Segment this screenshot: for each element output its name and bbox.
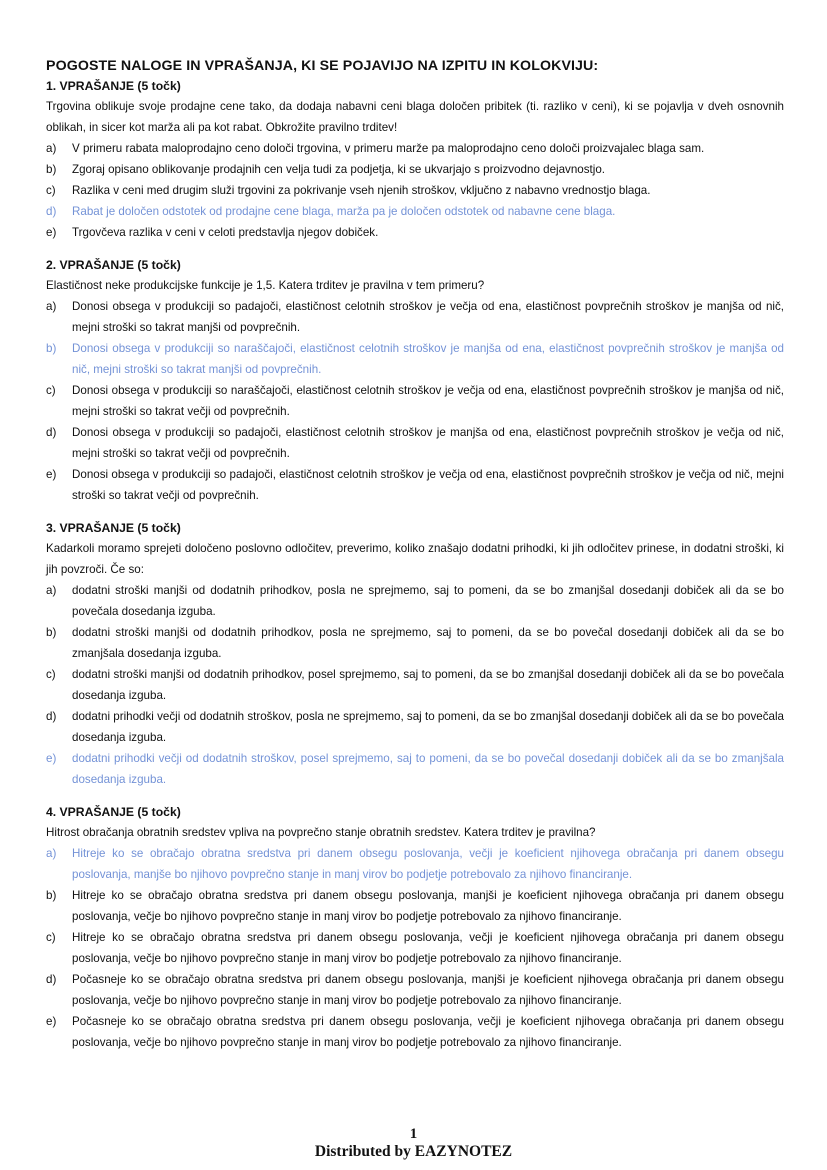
option-text: Donosi obsega v produkciji so naraščajoči, elastičnost celotnih stroškov je manjša od ena, elastičnost povprečnih stroškov je manjša od nič, mejni stroški so takrat manjši od povprečnih. bbox=[72, 342, 784, 376]
option-text: Zgoraj opisano oblikovanje prodajnih cen velja tudi za podjetja, ki se ukvarjajo s proizvodno dejavnostjo. bbox=[72, 163, 605, 176]
option-text: dodatni stroški manjši od dodatnih prihodkov, posla ne sprejmemo, saj to pomeni, da se bo povečal dosedanji dobiček ali da se bo zmanjšala dosedanja izguba. bbox=[72, 626, 784, 660]
question-heading: 2. VPRAŠANJE (5 točk) bbox=[46, 258, 181, 272]
option-letter: e) bbox=[46, 752, 57, 765]
option-d bbox=[46, 969, 784, 1011]
option-a bbox=[46, 580, 784, 622]
option-a bbox=[46, 138, 784, 159]
option-letter: b) bbox=[46, 342, 57, 355]
option-b-highlighted bbox=[46, 338, 784, 380]
option-letter: d) bbox=[46, 426, 57, 439]
option-c bbox=[46, 664, 784, 706]
option-letter: d) bbox=[46, 973, 57, 986]
option-letter: e) bbox=[46, 468, 57, 481]
option-text: Donosi obsega v produkciji so naraščajoči, elastičnost celotnih stroškov je večja od ena, elastičnost povprečnih stroškov je manjša od nič, mejni stroški so takrat večji od povprečnih. bbox=[72, 384, 784, 418]
question-heading: 1. VPRAŠANJE (5 točk) bbox=[46, 79, 181, 93]
option-text: Hitreje ko se obračajo obratna sredstva pri danem obsegu poslovanja, manjši je koeficient njihovega obračanja pri danem obsegu poslovanja, večje bo njihovo povprečno stanje in manj virov bo podjetje potrebovalo za njihovo financiranje. bbox=[72, 889, 784, 923]
option-text: dodatni stroški manjši od dodatnih prihodkov, posla ne sprejmemo, saj to pomeni, da se bo zmanjšal dosedanji dobiček ali da se bo povečala dosedanja izguba. bbox=[72, 584, 784, 618]
option-letter: d) bbox=[46, 205, 57, 218]
option-letter: a) bbox=[46, 584, 57, 597]
option-text: Počasneje ko se obračajo obratna sredstva pri danem obsegu poslovanja, večji je koeficient njihovega obračanja pri danem obsegu poslovanja, večje bo njihovo povprečno stanje in manj virov bo podjetje potrebovalo za njihovo financiranje. bbox=[72, 1015, 784, 1049]
question-1 bbox=[46, 77, 784, 243]
option-d bbox=[46, 706, 784, 748]
option-text: Donosi obsega v produkciji so padajoči, elastičnost celotnih stroškov je manjša od ena, elastičnost povprečnih stroškov je večja od nič, mejni stroški so takrat večji od povprečnih. bbox=[72, 426, 784, 460]
option-b bbox=[46, 622, 784, 664]
option-e bbox=[46, 1011, 784, 1053]
option-text: dodatni stroški manjši od dodatnih prihodkov, posel sprejmemo, saj to pomeni, da se bo zmanjšal dosedanji dobiček ali da se bo povečala dosedanja izguba. bbox=[72, 668, 784, 702]
distributed-by-text: Distributed by EAZYNOTEZ bbox=[314, 1143, 513, 1160]
option-text: dodatni prihodki večji od dodatnih stroškov, posel sprejmemo, saj to pomeni, da se bo povečal dosedanji dobiček ali da se bo zmanjšala dosedanja izguba. bbox=[72, 752, 784, 786]
option-letter: c) bbox=[46, 184, 56, 197]
option-text: V primeru rabata maloprodajno ceno določi trgovina, v primeru marže pa maloprodajno ceno določi proizvajalec blaga sam. bbox=[72, 142, 705, 155]
option-c bbox=[46, 927, 784, 969]
option-e bbox=[46, 222, 784, 243]
document-page bbox=[46, 58, 784, 1066]
question-4 bbox=[46, 803, 784, 1053]
option-e-highlighted bbox=[46, 748, 784, 790]
question-text: Elastičnost neke produkcijske funkcije je 1,5. Katera trditev je pravilna v tem primeru? bbox=[46, 279, 485, 292]
option-b bbox=[46, 885, 784, 927]
option-letter: d) bbox=[46, 710, 57, 723]
option-letter: a) bbox=[46, 300, 57, 313]
option-text: Razlika v ceni med drugim služi trgovini za pokrivanje vseh njenih stroškov, vključno z nabavno vrednostjo blaga. bbox=[72, 184, 651, 197]
question-heading: 4. VPRAŠANJE (5 točk) bbox=[46, 805, 181, 819]
option-letter: c) bbox=[46, 931, 56, 944]
question-text: Kadarkoli moramo sprejeti določeno poslovno odločitev, preverimo, koliko znašajo dodatni prihodki, ki jih odločitev prinese, in dodatni stroški, ki jih povzroči. Če so: bbox=[46, 542, 784, 576]
option-d bbox=[46, 422, 784, 464]
option-letter: e) bbox=[46, 226, 57, 239]
question-3 bbox=[46, 519, 784, 790]
option-text: Hitreje ko se obračajo obratna sredstva pri danem obsegu poslovanja, večji je koeficient njihovega obračanja pri danem obsegu poslovanja, manjše bo njihovo povprečno stanje in manj virov bo podjetje potrebovalo za njihovo financiranje. bbox=[72, 847, 784, 881]
option-b bbox=[46, 159, 784, 180]
option-d-highlighted bbox=[46, 201, 784, 222]
option-text: Hitreje ko se obračajo obratna sredstva pri danem obsegu poslovanja, večji je koeficient njihovega obračanja pri danem obsegu poslovanja, večje bo njihovo povprečno stanje in manj virov bo podjetje potrebovalo za njihovo financiranje. bbox=[72, 931, 784, 965]
option-letter: a) bbox=[46, 847, 57, 860]
option-c bbox=[46, 180, 784, 201]
option-e bbox=[46, 464, 784, 506]
question-text: Hitrost obračanja obratnih sredstev vpliva na povprečno stanje obratnih sredstev. Katera trditev je pravilna? bbox=[46, 826, 596, 839]
option-letter: b) bbox=[46, 889, 57, 902]
option-letter: c) bbox=[46, 668, 56, 681]
option-text: dodatni prihodki večji od dodatnih stroškov, posla ne sprejmemo, saj to pomeni, da se bo zmanjšal dosedanji dobiček ali da se bo povečala dosedanja izguba. bbox=[72, 710, 784, 744]
page-number: 1 bbox=[409, 1126, 418, 1142]
option-text: Donosi obsega v produkciji so padajoči, elastičnost celotnih stroškov je večja od ena, elastičnost povprečnih stroškov je večja od nič, mejni stroški so takrat večji od povprečnih. bbox=[72, 468, 784, 502]
question-heading: 3. VPRAŠANJE (5 točk) bbox=[46, 521, 181, 535]
option-letter: e) bbox=[46, 1015, 57, 1028]
option-text: Počasneje ko se obračajo obratna sredstva pri danem obsegu poslovanja, manjši je koeficient njihovega obračanja pri danem obsegu poslovanja, večje bo njihovo povprečno stanje in manj virov bo podjetje potrebovalo za njihovo financiranje. bbox=[72, 973, 784, 1007]
option-letter: c) bbox=[46, 384, 56, 397]
option-letter: a) bbox=[46, 142, 57, 155]
question-2 bbox=[46, 256, 784, 506]
question-text: Trgovina oblikuje svoje prodajne cene tako, da dodaja nabavni ceni blaga določen pribitek (ti. razliko v ceni), ki se pojavlja v dveh osnovnih oblikah, in sicer kot marža ali pa kot rabat. Obkrožite pravilno trditev! bbox=[46, 100, 784, 134]
document-title: POGOSTE NALOGE IN VPRAŠANJA, KI SE POJAVIJO NA IZPITU IN KOLOKVIJU: bbox=[46, 58, 599, 74]
option-a bbox=[46, 296, 784, 338]
option-c bbox=[46, 380, 784, 422]
option-text: Rabat je določen odstotek od prodajne cene blaga, marža pa je določen odstotek od nabavne cene blaga. bbox=[72, 205, 616, 218]
option-text: Trgovčeva razlika v ceni v celoti predstavlja njegov dobiček. bbox=[72, 226, 379, 239]
option-a-highlighted bbox=[46, 843, 784, 885]
option-letter: b) bbox=[46, 163, 57, 176]
option-letter: b) bbox=[46, 626, 57, 639]
page-footer bbox=[0, 1126, 827, 1162]
option-text: Donosi obsega v produkciji so padajoči, elastičnost celotnih stroškov je večja od ena, elastičnost povprečnih stroškov je manjša od nič, mejni stroški so takrat manjši od povprečnih. bbox=[72, 300, 784, 334]
